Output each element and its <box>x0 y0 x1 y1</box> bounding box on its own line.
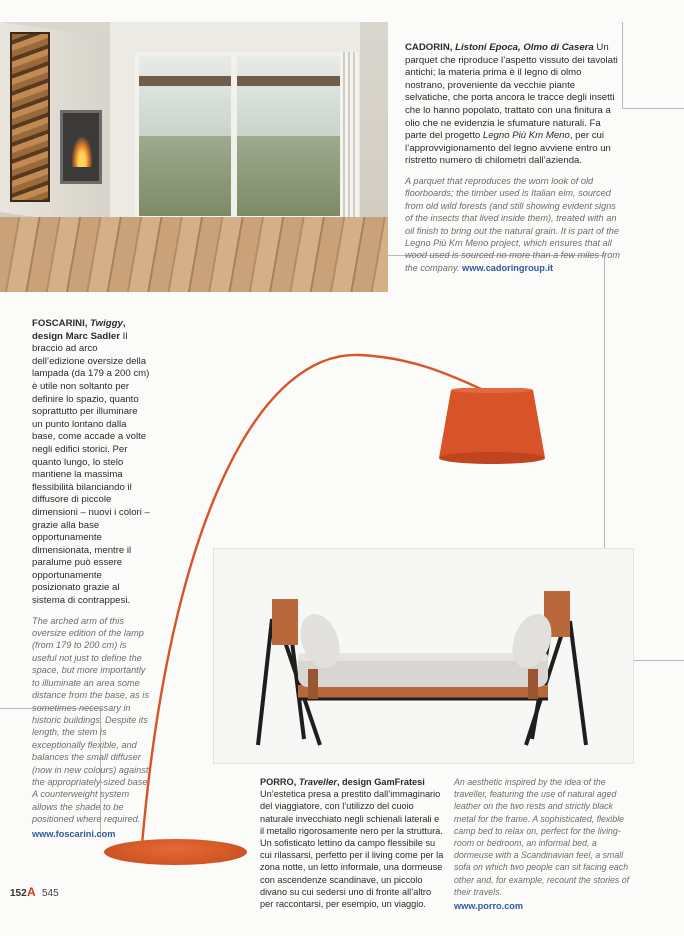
cadorin-product: Listoni Epoca, Olmo di Casera <box>455 42 594 53</box>
foscarini-english <box>32 615 150 826</box>
foscarini-description <box>32 318 150 840</box>
foscarini-designer: Marc Sadler <box>65 330 120 342</box>
issue-number: 545 <box>42 888 59 899</box>
porro-english-block <box>454 776 634 912</box>
porro-it-text: Un’estetica presa a prestito dall’immaginario del viaggiatore, con l’utilizzo del cuoio naturale invecchiato negli schienali laterali e il metallo rigorosamente nero per la struttura. Un sofisticato lettino da campo flessibile su cui rilassarsi, perfetto per il living come per la zona notte, un letto informale, una dormeuse con ascendenze scandinave, un piccolo divano su cui sedersi uno di fronte all’altro per raccontarsi, per esempio, un viaggio. <box>260 789 444 910</box>
cadorin-en-text: A parquet that reproduces the worn look of old floorboards; the timber used is Italian elm, sourced from old wild forests (and still showing evident signs of the insects that lived inside them), treated with an oil finish to bring out the natural grain. It is part of the Legno Più Km Meno project, which ensures that all wood used is sourced no more than a few miles from the company. <box>405 175 620 273</box>
cadorin-brand: CADORIN, <box>405 42 453 53</box>
cadorin-link[interactable]: www.cadoringroup.it <box>462 262 554 273</box>
porro-en-text: An aesthetic inspired by the idea of the traveller, featuring the use of natural aged leather on the two rests and strictly black metal for the frame. A sophisticated, flexible camp bed to relax on, perfect for the living-room or bedroom, an informal bed, a dormeuse with a Scandinavian feel, a small sofa on which two people can sit facing each other and, for example, recount the stories of their travels. <box>454 777 630 897</box>
foscarini-link[interactable]: www.foscarini.com <box>32 828 116 839</box>
cadorin-it-text: Un parquet che riproduce l’aspetto vissuto dei tavolati antichi; la materia prima è il legno di olmo nostrano, proveniente da vecchie piante selvatiche, che porta ancora le tracce degli insetti che lo hanno popolato, trattato con una finitura a olio che ne evidenzia le sfumature naturali. Fa parte del progetto <box>405 42 618 142</box>
porro-link[interactable]: www.porro.com <box>454 901 524 912</box>
porro-brand: PORRO, <box>260 777 297 787</box>
foscarini-italian <box>32 318 150 608</box>
cadorin-it-text2: , per cui l’approvvigionamento del legno avviene entro un ristretto numero di chilometri dall’azienda. <box>405 130 611 167</box>
lamp-shade <box>437 388 547 466</box>
porro-italian-block <box>260 776 445 910</box>
porro-italian <box>260 776 445 910</box>
porro-design-label: , design GamFratesi <box>336 777 425 787</box>
foscarini-product: Twiggy <box>90 318 123 329</box>
porro-product: Traveller <box>298 777 337 787</box>
daybed-illustration <box>214 549 634 764</box>
foscarini-it-text: Il braccio ad arco dell’edizione oversize della lampada (da 179 a 200 cm) è utile non soltanto per definire lo spazio, quanto soprattutto per illuminare un punto lontano dalla base, come accade a volte negli edifici storici. Per quanto lungo, lo stelo mantiene la massima flessibilità bilanciando il diffusore di piccole dimensioni – nuovi i colori – grazie alla base opportunamente dimensionata, mentre il paralume può essere opportunamente posizionato grazie al sistema di contrappesi. <box>32 330 150 607</box>
page-number: 152 <box>10 888 27 899</box>
cadorin-project: Legno Più Km Meno <box>482 130 570 142</box>
foscarini-brand: FOSCARINI, <box>32 318 88 329</box>
porro-english <box>454 776 634 898</box>
foscarini-en-text: The arched arm of this oversize edition of the lamp (from 179 to 200 cm) is useful not just to define the space, but more importantly to illuminate an area some distance from the base, as is sometimes necessary in historic buildings. Despite its length, the stem is exceptionally flexible, and balances the small diffuser (now in new colours) against the appropriately-sized base. A counterweight system allows the shade to be positioned where required. <box>32 615 150 825</box>
lamp-base <box>104 839 247 865</box>
foscarini-design-label: , design <box>32 318 126 342</box>
daybed-photo <box>213 548 634 764</box>
magazine-logo-icon: A <box>27 885 36 899</box>
